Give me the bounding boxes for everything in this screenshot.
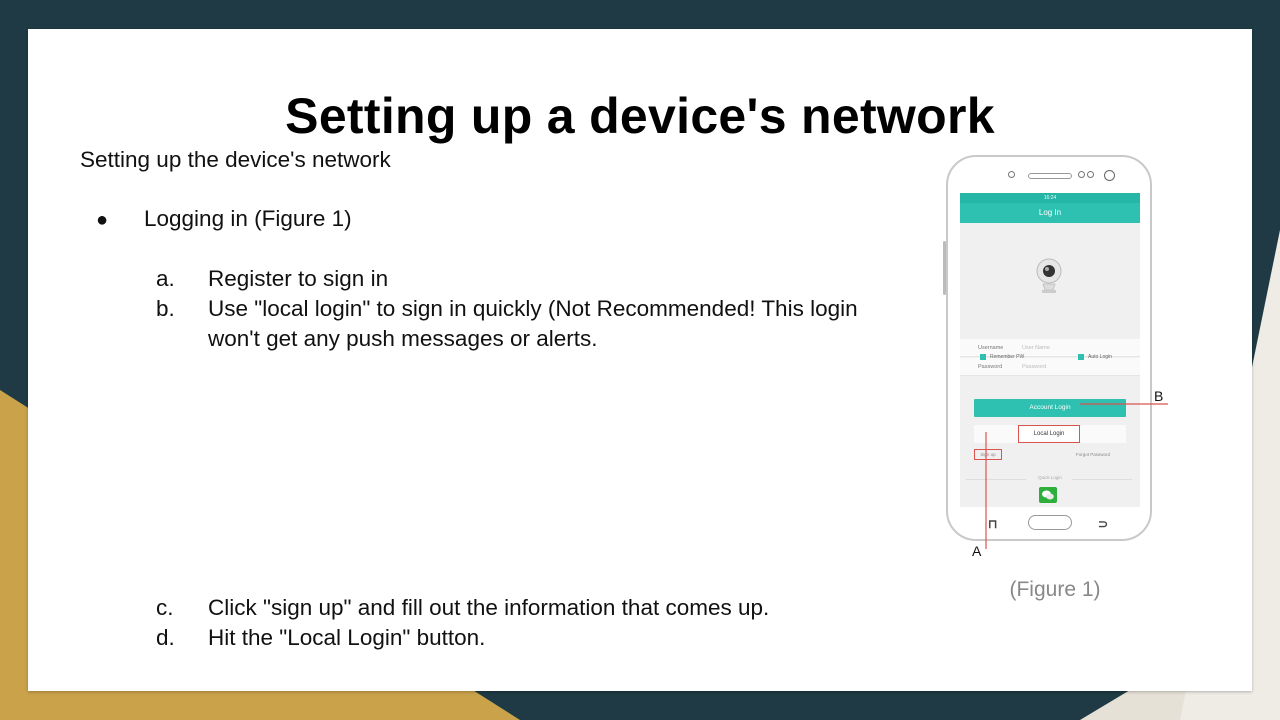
- callout-b-label: B: [1154, 388, 1164, 404]
- step-marker-a: a.: [156, 266, 175, 291]
- username-input[interactable]: User Name: [1022, 345, 1050, 351]
- slide: [28, 29, 1252, 691]
- password-label: Password: [978, 364, 1003, 370]
- bullet-marker: ●: [96, 209, 109, 231]
- step-text-c: Click "sign up" and fill out the information that comes up.: [208, 595, 770, 620]
- local-login-button[interactable]: Local Login: [1018, 425, 1080, 443]
- step-text-a: Register to sign in: [208, 266, 389, 291]
- bullet-text: Logging in (Figure 1): [144, 206, 352, 231]
- username-label: Username: [978, 345, 1004, 351]
- slide-subtitle: Setting up the device's network: [80, 147, 391, 172]
- back-key-icon: ⊓: [988, 517, 998, 531]
- sign-up-link[interactable]: Sign up: [974, 449, 1002, 460]
- callout-a-label: A: [972, 543, 982, 559]
- auto-login-label: Auto Login: [1088, 354, 1112, 360]
- step-text-d: Hit the "Local Login" button.: [208, 625, 486, 650]
- password-input[interactable]: Password: [1022, 364, 1047, 370]
- step-text-b: Use "local login" to sign in quickly (Not Recommended! This login won't get any push messages or alerts.: [208, 296, 858, 351]
- figure-caption: (Figure 1): [1009, 578, 1101, 601]
- remember-pw-label: Remember PW: [990, 354, 1025, 360]
- phone-header: Log In: [960, 203, 1140, 223]
- account-login-button[interactable]: Account Login: [974, 399, 1126, 417]
- forgot-password-link[interactable]: Forgot Password: [1076, 452, 1111, 457]
- phone-status-bar: 16:24: [960, 193, 1140, 203]
- step-marker-c: c.: [156, 595, 174, 620]
- menu-key-icon: ⊃: [1098, 517, 1109, 531]
- step-marker-b: b.: [156, 296, 175, 321]
- slide-title: Setting up a device's network: [285, 88, 995, 144]
- step-marker-d: d.: [156, 625, 175, 650]
- quick-login-label: Quick Login: [1038, 475, 1062, 480]
